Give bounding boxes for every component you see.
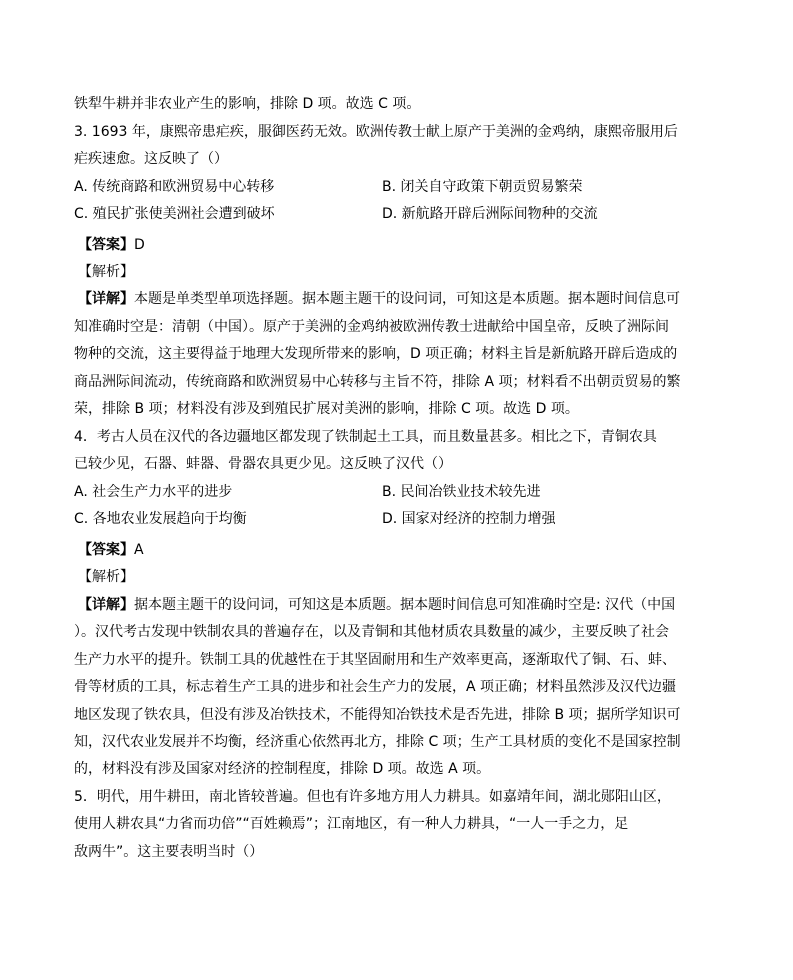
- question-3-option-d: D. 新航路开辟后洲际间物种的交流: [382, 206, 598, 222]
- question-3-analysis-tag: 【解析】: [78, 264, 134, 280]
- answer-value: D: [134, 237, 145, 253]
- question-4-detail-line-2: ）。汉代考古发现中铁制农具的普遍存在，以及青铜和其他材质农具数量的减少，主要反映了社会: [74, 624, 669, 640]
- question-3-detail-line-5: 荣，排除 B 项；材料没有涉及到殖民扩展对美洲的影响，排除 C 项。故选 D 项。: [74, 401, 579, 417]
- question-3-option-b: B. 闭关自守政策下朝贡贸易繁荣: [382, 179, 583, 195]
- question-3-detail-line-3: 物种的交流，这主要得益于地理大发现所带来的影响，D 项正确；材料主旨是新航路开辟后造成的: [74, 346, 678, 362]
- detail-text: 本题是单类型单项选择题。据本题主题干的设问词，可知这是本质题。据本题时间信息可: [134, 291, 680, 307]
- question-4-detail-line-5: 地区发现了铁农具，但没有涉及冶铁技术，不能得知冶铁技术是否先进，排除 B 项；据所学知识可: [74, 707, 681, 723]
- answer-value: A: [134, 542, 144, 558]
- question-4-detail-line-3: 生产力水平的提升。铁制工具的优越性在于其坚固耐用和生产效率更高，逐渐取代了铜、石、蚌、: [74, 652, 676, 668]
- question-5-stem-line-3: 敌两牛”。这主要表明当时（）: [74, 844, 264, 860]
- question-3-stem-line-1: 3. 1693 年，康熙帝患疟疾，服御医药无效。欧洲传教士献上原产于美洲的金鸡纳，康熙帝服用后: [74, 124, 678, 140]
- question-4-option-a: A. 社会生产力水平的进步: [74, 484, 233, 500]
- question-3-option-c: C. 殖民扩张使美洲社会遭到破坏: [74, 206, 275, 222]
- answer-tag: 【答案】: [78, 237, 134, 253]
- question-5-stem-line-1: 5．明代，用牛耕田，南北皆较普遍。但也有许多地方用人力耕具。如嘉靖年间，湖北郧阳山区，: [74, 789, 671, 805]
- question-3-detail-line-4: 商品洲际间流动，传统商路和欧洲贸易中心转移与主旨不符，排除 A 项；材料看不出朝贡贸易的繁: [74, 374, 681, 390]
- answer-tag: 【答案】: [78, 542, 134, 558]
- question-3-detail-line-1: [78, 289, 680, 309]
- question-4-detail-line-1: [78, 595, 675, 615]
- question-4-detail-line-6: 知，汉代农业发展并不均衡，经济重心依然再北方，排除 C 项；生产工具材质的变化不是国家控制: [74, 734, 681, 750]
- question-5-stem-line-2: 使用人耕农具“力省而功倍”“百姓赖焉”；江南地区，有一种人力耕具，“一人一手之力，足: [74, 816, 629, 832]
- question-4-option-d: D. 国家对经济的控制力增强: [382, 511, 556, 527]
- question-3-answer: [78, 235, 145, 255]
- question-3-option-a: A. 传统商路和欧洲贸易中心转移: [74, 179, 275, 195]
- question-4-detail-line-7: 的，材料没有涉及国家对经济的控制程度，排除 D 项。故选 A 项。: [74, 761, 491, 777]
- question-3-stem-line-2: 疟疾速愈。这反映了（）: [74, 151, 228, 167]
- detail-tag: 【详解】: [78, 291, 134, 307]
- question-4-stem-line-2: 已较少见，石器、蚌器、骨器农具更少见。这反映了汉代（）: [74, 456, 452, 472]
- detail-text: 据本题主题干的设问词，可知这是本质题。据本题时间信息可知准确时空是: 汉代（中国: [134, 597, 676, 613]
- detail-tag: 【详解】: [78, 597, 134, 613]
- question-3-detail-line-2: 知准确时空是：清朝（中国）。原产于美洲的金鸡纳被欧洲传教士进献给中国皇帝，反映了洲际间: [74, 319, 669, 335]
- question-4-option-c: C. 各地农业发展趋向于均衡: [74, 511, 247, 527]
- question-4-detail-line-4: 骨等材质的工具，标志着生产工具的进步和社会生产力的发展，A 项正确；材料虽然涉及汉代边疆: [74, 679, 677, 695]
- question-4-option-b: B. 民间冶铁业技术较先进: [382, 484, 541, 500]
- previous-answer-tail: 铁犁牛耕并非农业产生的影响，排除 D 项。故选 C 项。: [74, 96, 421, 112]
- question-4-analysis-tag: 【解析】: [78, 569, 134, 585]
- question-4-answer: [78, 540, 144, 560]
- question-4-stem-line-1: 4．考古人员在汉代的各边疆地区都发现了铁制起土工具，而且数量甚多。相比之下，青铜农具: [74, 429, 657, 445]
